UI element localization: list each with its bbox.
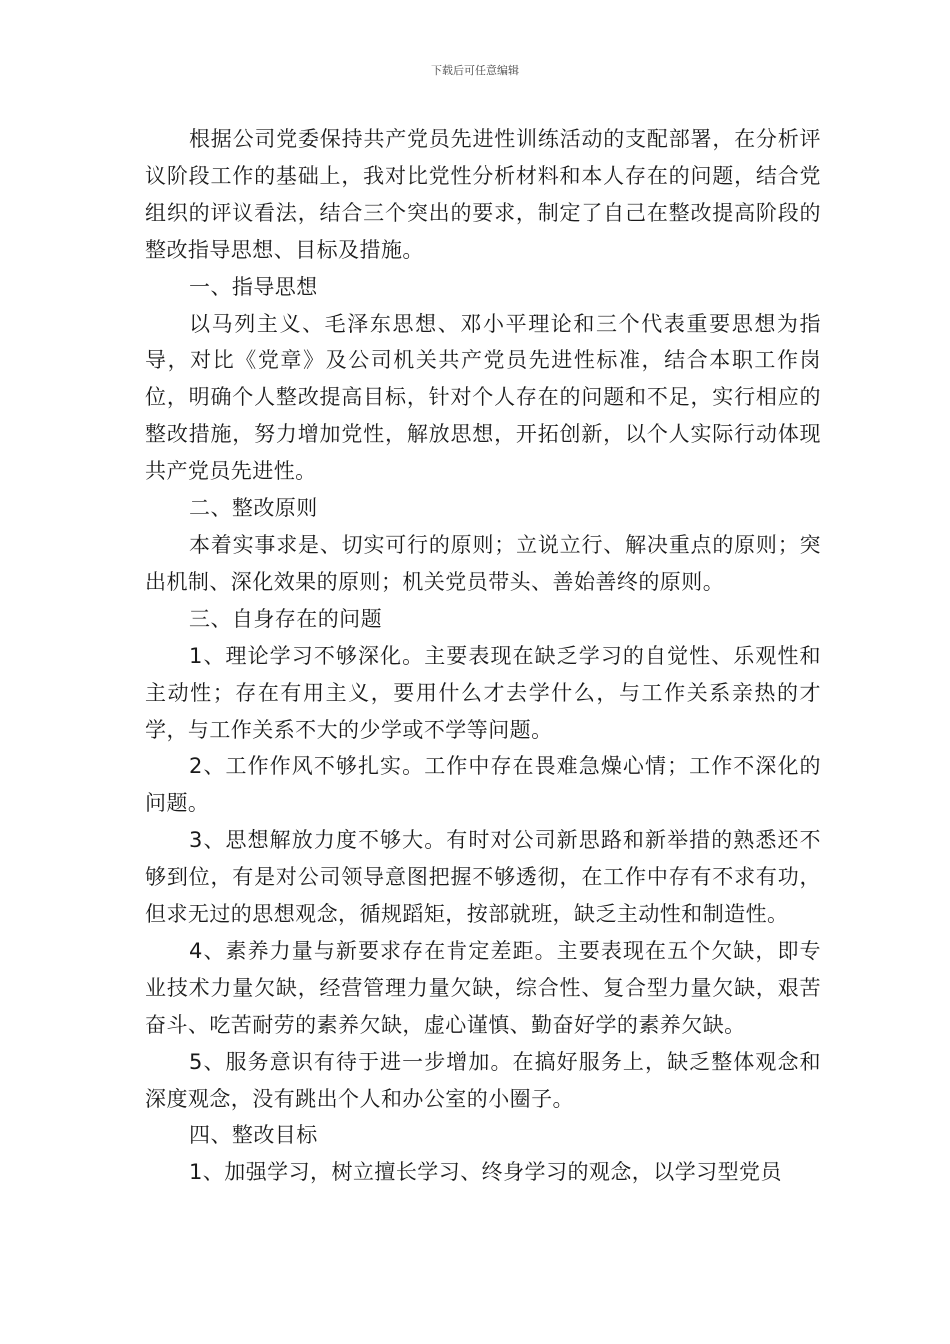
section-heading-problems: 三、自身存在的问题 [189, 606, 383, 631]
goal-item-1: 1、加强学习，树立擅长学习、终身学习的观念，以学习型党员 [189, 1160, 782, 1185]
problem-item-4: 4、素养力量与新要求存在肯定差距。主要表现在五个欠缺，即专业技术力量欠缺，经营管理力量欠缺，综合性、复合型力量欠缺，艰苦奋斗、吃苦耐劳的素养欠缺，虚心谨慎、勤奋好学的素养欠缺。 [145, 938, 821, 1037]
intro-paragraph: 根据公司党委保持共产党员先进性训练活动的支配部署，在分析评议阶段工作的基础上，我对比党性分析材料和本人存在的问题，结合党组织的评议看法，结合三个突出的要求，制定了自己在整改提高阶段的整改指导思想、目标及措施。 [145, 127, 821, 262]
problem-item-3: 3、思想解放力度不够大。有时对公司新思路和新举措的熟悉还不够到位，有是对公司领导意图把握不够透彻，在工作中存有不求有功，但求无过的思想观念，循规蹈矩，按部就班，缺乏主动性和制造性。 [145, 828, 821, 927]
guiding-ideology-paragraph: 以马列主义、毛泽东思想、邓小平理论和三个代表重要思想为指导，对比《党章》及公司机关共产党员先进性标准，结合本职工作岗位，明确个人整改提高目标，针对个人存在的问题和不足，实行相应的整改措施，努力增加党性，解放思想，开拓创新，以个人实际行动体现共产党员先进性。 [145, 311, 821, 484]
document-body [145, 121, 821, 1191]
section-heading-guiding-ideology: 一、指导思想 [189, 274, 318, 299]
principles-paragraph: 本着实事求是、切实可行的原则；立说立行、解决重点的原则；突出机制、深化效果的原则；机关党员带头、善始善终的原则。 [145, 532, 821, 594]
section-heading-goals: 四、整改目标 [189, 1123, 318, 1148]
problem-item-2: 2、工作作风不够扎实。工作中存在畏难急燥心情；工作不深化的问题。 [145, 754, 821, 816]
problem-item-1: 1、理论学习不够深化。主要表现在缺乏学习的自觉性、乐观性和主动性；存在有用主义，要用什么才去学什么，与工作关系亲热的才学，与工作关系不大的少学或不学等问题。 [145, 643, 821, 742]
section-heading-principles: 二、整改原则 [189, 496, 318, 521]
page-header: 下载后可任意编辑 [431, 64, 519, 77]
problem-item-5: 5、服务意识有待于进一步增加。在搞好服务上，缺乏整体观念和深度观念，没有跳出个人和办公室的小圈子。 [145, 1049, 821, 1111]
